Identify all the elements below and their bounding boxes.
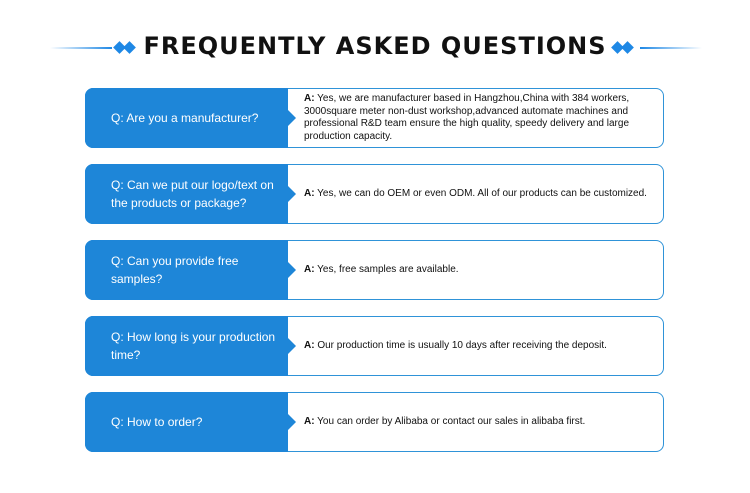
page-title: FREQUENTLY ASKED QUESTIONS [143, 32, 607, 60]
answer-box [304, 89, 661, 147]
question-text: How long is your production time? [111, 330, 276, 362]
answer-box [304, 393, 661, 451]
faq-list [85, 88, 664, 468]
answer-label: A: [304, 93, 315, 104]
answer-box [304, 317, 661, 375]
question-box [85, 164, 288, 224]
question-label: Q: [111, 330, 124, 344]
header-line-left [50, 47, 112, 49]
question-box [85, 392, 288, 452]
faq-item [85, 88, 664, 148]
answer-label: A: [304, 263, 315, 275]
question-box [85, 316, 288, 376]
question-label: Q: [111, 415, 124, 429]
answer-text: You can order by Alibaba or contact our sales in alibaba first. [317, 415, 586, 427]
answer-text: Yes, we are manufacturer based in Hangzhou,China with 384 workers, 3000square meter non-dust workshop,advanced automate machines and professional R&D team ensure the high quality, speedy delivery and large production capacity. [304, 93, 630, 142]
question-label: Q: [111, 178, 124, 192]
answer-text: Yes, we can do OEM or even ODM. All of our products can be customized. [317, 187, 647, 199]
question-label: Q: [111, 254, 124, 268]
question-text: How to order? [127, 415, 203, 429]
answer-label: A: [304, 339, 315, 351]
question-text: Can we put our logo/text on the products or package? [111, 178, 274, 210]
answer-label: A: [304, 187, 315, 199]
question-box [85, 88, 288, 148]
header-line-right [640, 47, 702, 49]
faq-header [0, 30, 750, 66]
diamond-icon [114, 41, 138, 55]
faq-item [85, 240, 664, 300]
answer-label: A: [304, 415, 315, 427]
question-text: Can you provide free samples? [111, 254, 239, 286]
question-label: Q: [111, 111, 124, 125]
faq-item [85, 392, 664, 452]
faq-item [85, 164, 664, 224]
answer-box [304, 165, 661, 223]
question-text: Are you a manufacturer? [126, 111, 259, 125]
answer-box [304, 241, 661, 299]
answer-text: Our production time is usually 10 days after receiving the deposit. [317, 339, 607, 351]
diamond-icon [612, 41, 636, 55]
faq-item [85, 316, 664, 376]
question-box [85, 240, 288, 300]
answer-text: Yes, free samples are available. [317, 263, 459, 275]
